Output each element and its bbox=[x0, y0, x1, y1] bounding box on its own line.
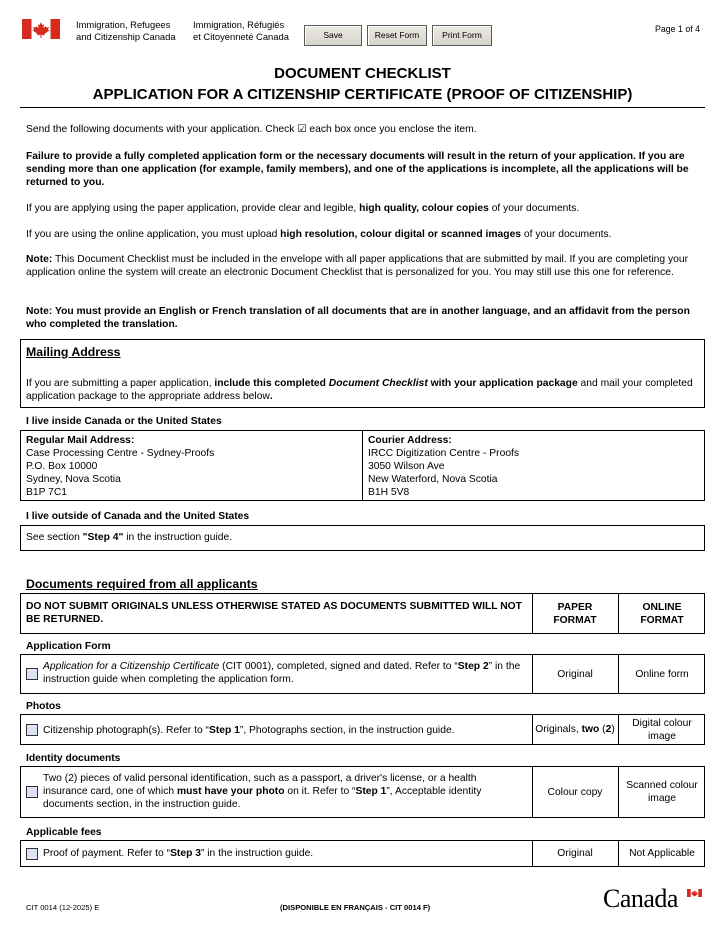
photos-col-divider-1 bbox=[532, 715, 533, 744]
intro-p4-a: If you are using the online application, you must upload bbox=[26, 229, 281, 240]
courier-address bbox=[368, 434, 519, 499]
photos-col-divider-2 bbox=[618, 715, 619, 744]
agency-name-french bbox=[193, 19, 289, 42]
identity-documents-online: Scanned colour image bbox=[626, 780, 698, 804]
fees-col-divider-2 bbox=[618, 841, 619, 866]
form-identifier: CIT 0014 (12-2025) E bbox=[26, 903, 100, 912]
identity-documents-paper: Colour copy bbox=[547, 786, 603, 798]
canada-wordmark: Canada bbox=[603, 884, 678, 913]
identity-documents-description bbox=[43, 772, 513, 811]
intro-note-checklist bbox=[26, 253, 702, 279]
mailing-text-c: Document Checklist bbox=[328, 378, 428, 389]
identity-documents-checkbox[interactable] bbox=[26, 786, 38, 798]
photos-desc-c: ”, Photographs section, in the instruction guide. bbox=[239, 725, 455, 736]
application-form-row bbox=[20, 654, 705, 694]
documents-table-header bbox=[20, 593, 705, 634]
applicable-fees-online: Not Applicable bbox=[629, 848, 695, 859]
intro-p4-b: high resolution, colour digital or scanned images bbox=[280, 229, 522, 240]
photos-paper bbox=[534, 715, 616, 744]
courier-title: Courier Address: bbox=[368, 435, 452, 446]
app-form-col-divider-2 bbox=[618, 655, 619, 693]
application-form-description bbox=[43, 660, 529, 686]
application-form-paper: Original bbox=[557, 668, 593, 680]
online-format-header: ONLINE FORMAT bbox=[640, 601, 684, 626]
id-desc-a: Two (2) pieces of valid personal identification, such as a passport, a driver's license, or a health insurance card, one of which bbox=[43, 773, 477, 797]
photos-desc-b: Step 1 bbox=[208, 725, 240, 736]
photos-online: Digital colour image bbox=[632, 717, 692, 742]
mailing-text-a: If you are submitting a paper application, bbox=[26, 378, 215, 389]
applicable-fees-description bbox=[43, 847, 529, 860]
document-title: DOCUMENT CHECKLIST bbox=[274, 65, 451, 82]
address-table bbox=[20, 430, 705, 501]
reset-form-button[interactable]: Reset Form bbox=[367, 25, 427, 46]
mailing-address-box bbox=[20, 339, 705, 408]
outside-canada-label: I live outside of Canada and the United States bbox=[26, 511, 250, 522]
id-col-divider-1 bbox=[532, 767, 533, 817]
intro-p3-c: of your documents. bbox=[488, 203, 580, 214]
app-form-desc-c: Step 2 bbox=[457, 661, 489, 672]
intro-online-images bbox=[26, 228, 702, 241]
identity-documents-row bbox=[20, 766, 705, 818]
intro-p3-b: high quality, colour copies bbox=[359, 203, 489, 214]
fees-desc-c: ” in the instruction guide. bbox=[200, 848, 314, 859]
regular-line-4: B1P 7C1 bbox=[26, 487, 68, 498]
photos-paper-b: two bbox=[581, 724, 600, 735]
mailing-text-d: with your application package bbox=[427, 378, 578, 389]
canada-flag-icon bbox=[22, 19, 60, 39]
id-desc-e: ”, Acceptable identity documents section, in the instruction guide. bbox=[43, 786, 482, 810]
id-desc-c: on it. Refer to “ bbox=[284, 786, 356, 797]
title-divider bbox=[20, 107, 705, 108]
applicable-fees-checkbox[interactable] bbox=[26, 848, 38, 860]
fees-desc-b: Step 3 bbox=[170, 848, 201, 859]
outside-text-c: in the instruction guide. bbox=[123, 532, 233, 543]
canada-wordmark-flag-icon bbox=[687, 889, 702, 897]
agency-fr-line1: Immigration, Réfugiés bbox=[193, 19, 285, 30]
regular-line-3: Sydney, Nova Scotia bbox=[26, 474, 121, 485]
outside-canada-box bbox=[20, 525, 705, 551]
applicable-fees-label: Applicable fees bbox=[26, 827, 102, 838]
header-col-divider-2 bbox=[618, 594, 619, 633]
intro-p3-a: If you are applying using the paper application, provide clear and legible, bbox=[26, 203, 360, 214]
intro-p5-b: This Document Checklist must be included in the envelope with all paper applications that are submitted by mail. If you are completing your application online the system will create an electronic Document Checklist that is personalized for you. You may still use this one for reference. bbox=[26, 254, 688, 278]
intro-p4-c: of your documents. bbox=[521, 229, 612, 240]
agency-en-line1: Immigration, Refugees bbox=[76, 19, 171, 30]
id-desc-b: must have your photo bbox=[176, 786, 285, 797]
mailing-address-title: Mailing Address bbox=[26, 345, 121, 359]
document-subtitle: APPLICATION FOR A CITIZENSHIP CERTIFICATE (PROOF OF CITIZENSHIP) bbox=[92, 86, 633, 103]
agency-fr-line2: et Citoyenneté Canada bbox=[193, 30, 289, 42]
save-button[interactable]: Save bbox=[304, 25, 362, 46]
applicable-fees-paper: Original bbox=[557, 848, 593, 859]
mailing-text-f: . bbox=[269, 391, 273, 402]
outside-text-a: See section bbox=[26, 532, 83, 543]
outside-text-b: "Step 4" bbox=[82, 532, 124, 543]
do-not-submit-originals-notice: DO NOT SUBMIT ORIGINALS UNLESS OTHERWISE STATED AS DOCUMENTS SUBMITTED WILL NOT BE RETURNED. bbox=[26, 601, 522, 625]
app-form-desc-d: ” in the instruction guide when completing the application form. bbox=[43, 661, 521, 685]
photos-checkbox[interactable] bbox=[26, 724, 38, 736]
photos-row bbox=[20, 714, 705, 745]
regular-line-1: Case Processing Centre - Sydney-Proofs bbox=[26, 448, 215, 459]
photos-desc-a: Citizenship photograph(s). Refer to “ bbox=[43, 725, 209, 736]
mailing-text-e: and mail your completed application package to the appropriate address below bbox=[26, 378, 693, 402]
courier-line-2: 3050 Wilson Ave bbox=[368, 461, 445, 472]
address-divider bbox=[362, 431, 363, 500]
app-form-desc-a: Application for a Citizenship Certificate bbox=[43, 661, 220, 672]
application-form-checkbox[interactable] bbox=[26, 668, 38, 680]
intro-failure-warning: Failure to provide a fully completed application form or the necessary documents will result in the return of your application. If you are sending more than one application (for example, family members), and one of the applications is incomplete, all the applications will be returned to you. bbox=[26, 151, 689, 188]
photos-paper-d: 2 bbox=[605, 724, 612, 735]
mailing-address-instructions bbox=[26, 377, 698, 403]
page-header bbox=[0, 0, 721, 60]
documents-section-title: Documents required from all applicants bbox=[26, 577, 258, 591]
french-availability-notice: (DISPONIBLE EN FRANÇAIS - CIT 0014 F) bbox=[280, 903, 431, 912]
checkmark-icon: ☑ bbox=[297, 124, 307, 135]
mailing-text-b: include this completed bbox=[214, 378, 329, 389]
photos-description bbox=[43, 724, 529, 737]
inside-canada-label: I live inside Canada or the United States bbox=[26, 416, 222, 427]
intro-note-translation: Note: You must provide an English or French translation of all documents that are in another language, and an affidavit from the person who completed the translation. bbox=[26, 306, 690, 330]
application-form-online: Online form bbox=[635, 668, 689, 680]
applicable-fees-row bbox=[20, 840, 705, 867]
courier-line-4: B1H 5V8 bbox=[368, 487, 410, 498]
photos-label: Photos bbox=[26, 701, 61, 712]
intro-p5-a: Note: bbox=[26, 254, 53, 265]
regular-mail-address bbox=[26, 434, 214, 499]
photos-paper-e: ) bbox=[611, 724, 615, 735]
id-desc-d: Step 1 bbox=[355, 786, 387, 797]
page-number: Page 1 of 4 bbox=[655, 24, 700, 34]
agency-en-line2: and Citizenship Canada bbox=[76, 30, 176, 42]
fees-desc-a: Proof of payment. Refer to “ bbox=[43, 848, 171, 859]
intro-instruction bbox=[26, 123, 702, 136]
agency-name-english bbox=[76, 19, 176, 42]
intro-p1-a: Send the following documents with your application. Check bbox=[26, 124, 298, 135]
paper-format-header: PAPER FORMAT bbox=[553, 601, 597, 626]
photos-paper-c: ( bbox=[599, 724, 606, 735]
photos-paper-a: Originals, bbox=[535, 724, 582, 735]
outside-canada-text bbox=[26, 531, 232, 544]
print-form-button[interactable]: Print Form bbox=[432, 25, 492, 46]
intro-paper-copies bbox=[26, 202, 702, 215]
app-form-col-divider-1 bbox=[532, 655, 533, 693]
app-form-desc-b: (CIT 0001), completed, signed and dated. Refer to “ bbox=[219, 661, 458, 672]
id-col-divider-2 bbox=[618, 767, 619, 817]
courier-line-1: IRCC Digitization Centre - Proofs bbox=[368, 448, 520, 459]
fees-col-divider-1 bbox=[532, 841, 533, 866]
courier-line-3: New Waterford, Nova Scotia bbox=[368, 474, 498, 485]
intro-p1-b: each box once you enclose the item. bbox=[306, 124, 477, 135]
regular-mail-title: Regular Mail Address: bbox=[26, 435, 135, 446]
identity-documents-label: Identity documents bbox=[26, 753, 121, 764]
application-form-label: Application Form bbox=[26, 641, 111, 652]
header-col-divider-1 bbox=[532, 594, 533, 633]
regular-line-2: P.O. Box 10000 bbox=[26, 461, 98, 472]
